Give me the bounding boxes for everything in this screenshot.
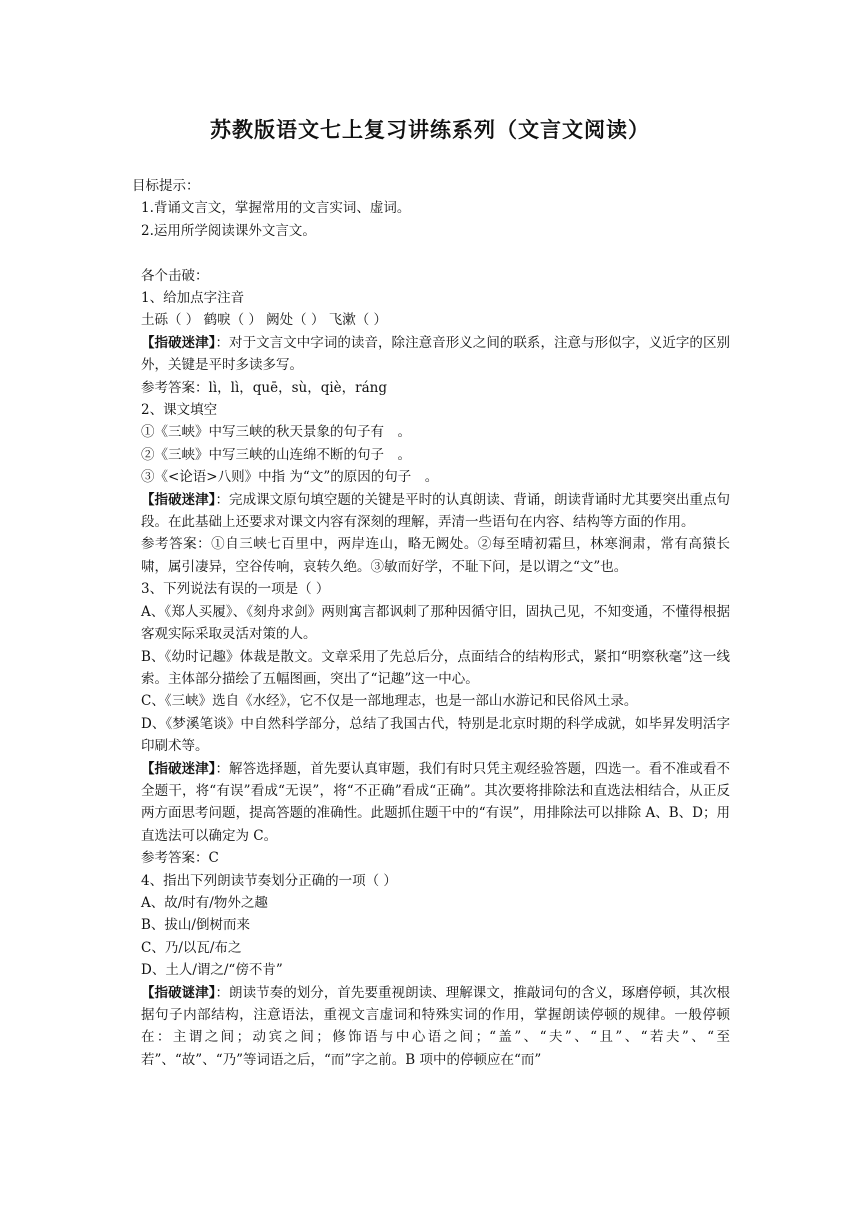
- q2-item-1: ①《三峡》中写三峡的秋天景象的句子有 。: [141, 424, 411, 441]
- tip-text: ：对于文言文中字词的读音，除注意音形义之间的联系，注意与形似字，义近字的区别外，关键是平时多读多写。: [141, 334, 731, 374]
- q4-tip: [132, 982, 730, 1072]
- q4-option-d: D、土人/谓之/“傍不肯”: [141, 962, 283, 979]
- tip-text: ：朗读节奏的划分，首先要重视朗读、理解课文，推敲词句的含义，琢磨停顿，其次根据句子内部结构，注意语法，重视文言虚词和特殊实词的作用，掌握朗读停顿的规律。一般停顿在：主谓之间；动宾之间；修饰语与中心语之间；“盖”、“夫”、“且”、“若夫”、“至若”、“故”、“乃”等词语之后，“而”字之前。B 项中的停顿应在“而”: [141, 984, 731, 1068]
- q4-heading: 4、指出下列朗读节奏划分正确的一项（ ）: [141, 872, 397, 889]
- q3-option-c: C、《三峡》选自《水经》，它不仅是一部地理志，也是一部山水游记和民俗风土录。: [141, 693, 638, 710]
- tip-label: 【指破迷津】: [141, 760, 216, 777]
- tip-label: 【指破迷津】: [141, 334, 216, 351]
- q1-items: 土砾（ ） 鹤唳（ ） 阙处（ ） 飞漱（ ）: [141, 312, 388, 329]
- spacer: [132, 242, 730, 264]
- q1-heading: 1、给加点字注音: [141, 290, 245, 307]
- tip-label: 【指破谜津】: [141, 984, 216, 1001]
- q3-answer: 参考答案：C: [141, 850, 219, 867]
- q4-option-c: C、乃/以瓦/布之: [141, 939, 242, 956]
- q2-heading: 2、课文填空: [141, 402, 218, 419]
- goal-item-1: 1.背诵文言文，掌握常用的文言实词、虚词。: [141, 200, 411, 217]
- q2-item-2: ②《三峡》中写三峡的山连绵不断的句子 。: [141, 446, 411, 463]
- q3-option-b: B、《幼时记趣》体裁是散文。文章采用了先总后分，点面结合的结构形式，紧扣“明察秋毫”这一线索。主体部分描绘了五幅图画，突出了“记趣”这一中心。: [141, 648, 730, 687]
- q2-tip: [132, 489, 730, 534]
- section-heading: 各个击破：: [141, 267, 209, 284]
- q1-answer: 参考答案：lì，lì，quē，sù，qiè，ráng: [141, 379, 388, 396]
- q3-option-d: D、《梦溪笔谈》中自然科学部分，总结了我国古代，特别是北京时期的科学成就，如毕昇发明活字印刷术等。: [141, 715, 730, 755]
- q3-heading: 3、下列说法有误的一项是（ ）: [141, 581, 330, 598]
- goal-heading: 目标提示：: [132, 178, 200, 194]
- tip-text: ：完成课文原句填空题的关键是平时的认真朗读、背诵，朗读背诵时尤其要突出重点句段。在此基础上还要求对课文内容有深刻的理解，弄清一些语句在内容、结构等方面的作用。: [141, 491, 731, 531]
- q1-tip: [132, 332, 730, 377]
- tip-label: 【指破迷津】: [141, 491, 216, 508]
- document-body: [132, 175, 730, 1071]
- q2-item-3: ③《<论语>八则》中指 为“文”的原因的句子 。: [141, 469, 439, 486]
- q3-option-a: A、《郑人买履》、《刻舟求剑》两则寓言都讽刺了那种因循守旧，固执己见，不知变通，不懂得根据客观实际采取灵活对策的人。: [141, 603, 730, 643]
- q4-option-a: A、故/时有/物外之趣: [141, 894, 268, 911]
- q4-option-b: B、拔山/倒树而来: [141, 917, 250, 934]
- goal-item-2: 2.运用所学阅读课外文言文。: [141, 222, 316, 239]
- q3-tip: [132, 758, 730, 848]
- tip-text: ：解答选择题，首先要认真审题，我们有时只凭主观经验答题，四选一。看不准或看不全题干，将“有误”看成“无误”，将“不正确”看成“正确”。其次要将排除法和直选法相结合，从正反两方面思考问题，提高答题的准确性。此题抓住题干中的“有误”，用排除法可以排除 A、B、D；用直选法可以确定为 C。: [141, 760, 731, 844]
- q2-answer: 参考答案：①自三峡七百里中，两岸连山，略无阙处。②每至晴初霜旦，林寒涧肃，常有高猿长啸，属引凄异，空谷传响，哀转久绝。③敏而好学，不耻下问，是以谓之“文”也。: [141, 536, 730, 575]
- document-title: 苏教版语文七上复习讲练系列（文言文阅读）: [210, 118, 650, 142]
